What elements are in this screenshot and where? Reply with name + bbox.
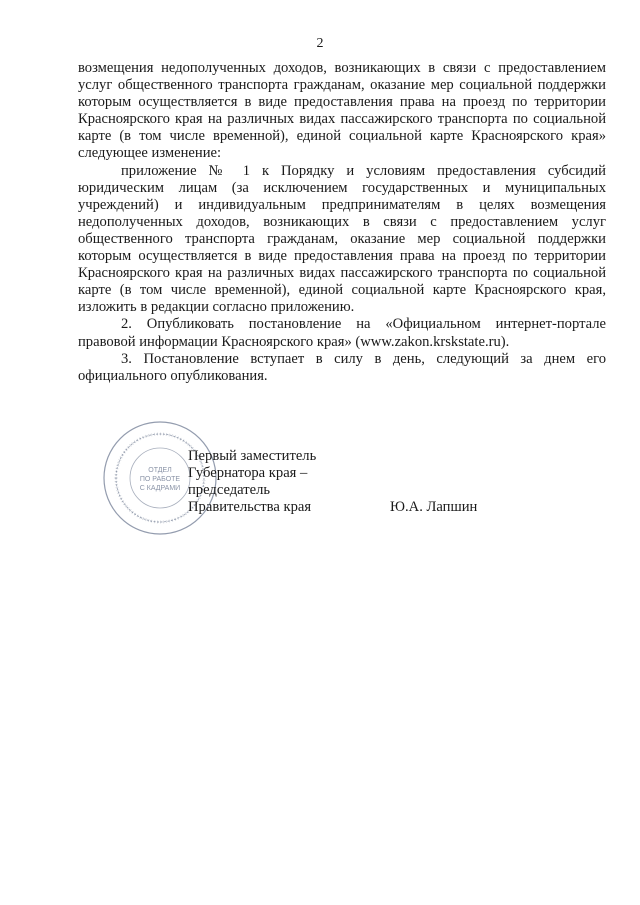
signatory-title <box>188 448 316 516</box>
signatory-title-line: председатель <box>188 482 271 499</box>
paragraph-item-3: 3. Постановление вступает в силу в день, следующий за днем его официального опубликования. <box>78 350 606 384</box>
stamp-inner-line-1: ОТДЕЛ <box>148 467 172 474</box>
paragraph-continuation: возмещения недополученных доходов, возникающих в связи с предоставлением услуг общественного транспорта гражданам, оказание мер социальной поддержки которым осуществляется в виде предоставления права на проезд по территории Красноярского края на различных видах пассажирского транспорта по социальной карте (в том числе временной), единой социальной карте Красноярского края» следующее изменение: <box>78 60 606 162</box>
page-number: 2 <box>316 36 324 51</box>
stamp-inner-line-2: ПО РАБОТЕ <box>139 476 181 483</box>
stamp-inner-line-3: С КАДРАМИ <box>139 485 181 492</box>
signatory-title-line: Губернатора края – <box>188 465 308 482</box>
signatory-title-line: Правительства края <box>188 499 312 516</box>
paragraph-appendix-change: приложение № 1 к Порядку и условиям предоставления субсидий юридическим лицам (за исключением государственных и муниципальных учреждений) и индивидуальным предпринимателям в целях возмещения недополученных доходов, возникающих в связи с предоставлением услуг общественного транспорта гражданам, оказание мер социальной поддержки которым осуществляется в виде предоставления права на проезд по территории Красноярского края на различных видах пассажирского транспорта по социальной карте (в том числе временной), единой социальной карте Красноярского края, изложить в редакции согласно приложению. <box>78 162 606 316</box>
signatory-name: Ю.А. Лапшин <box>390 499 478 515</box>
signatory-title-line: Первый заместитель <box>188 448 317 464</box>
paragraph-item-2: 2. Опубликовать постановление на «Официальном интернет-портале правовой информации Красноярского края» (www.zakon.krskstate.ru). <box>78 316 606 350</box>
document-body <box>78 60 606 385</box>
